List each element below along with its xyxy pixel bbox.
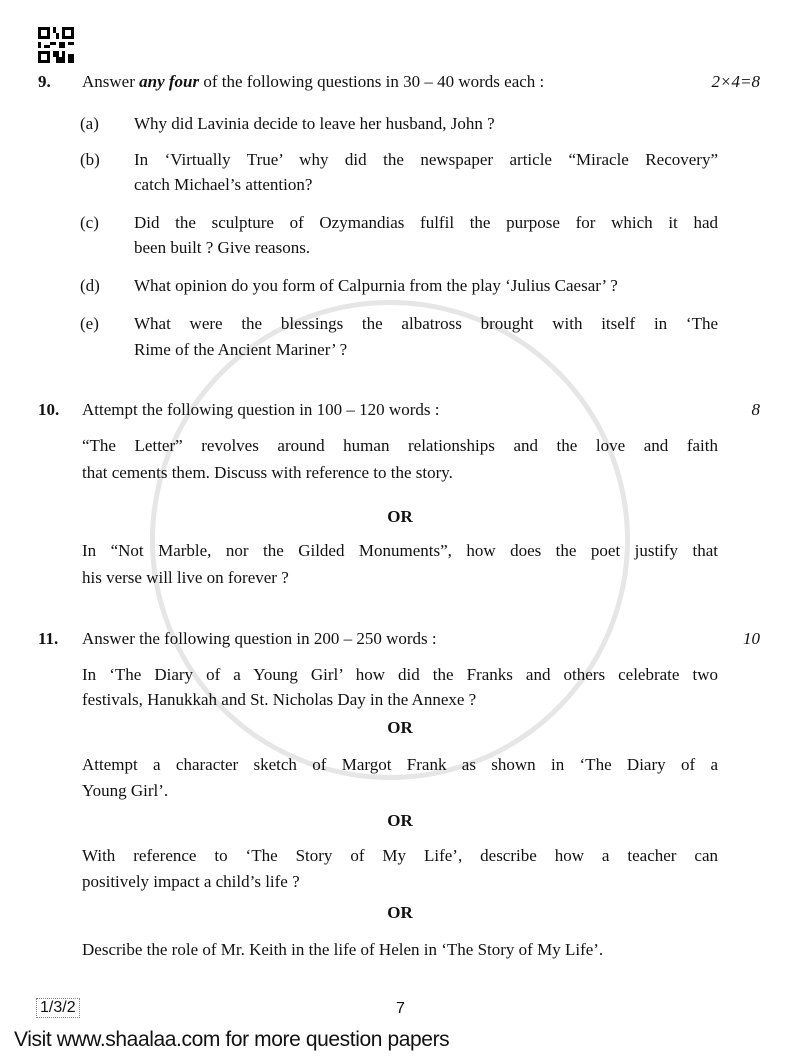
or-divider: OR [387,903,413,922]
question-marks: 2×4=8 [711,72,760,91]
question-number: 9. [38,72,51,91]
option-text: With reference to ‘The Story of My Life’, describe how a teacher can [82,846,718,865]
or-divider: OR [387,507,413,526]
item-label: (c) [80,213,99,232]
question-instruction: Attempt the following question in 100 – 120 words : [82,400,440,419]
or-divider: OR [387,811,413,830]
option-text: festivals, Hanukkah and St. Nicholas Day in the Annexe ? [82,690,477,709]
or-divider: OR [387,718,413,737]
visit-banner[interactable]: Visit www.shaalaa.com for more question papers [14,1028,450,1051]
option-text: “The Letter” revolves around human relationships and the love and faith [82,436,718,455]
item-label: (d) [80,276,100,295]
question-number: 10. [38,400,60,419]
item-text: been built ? Give reasons. [134,238,311,257]
option-text: Describe the role of Mr. Keith in the life of Helen in ‘The Story of My Life’. [82,940,604,959]
item-text: What were the blessings the albatross brought with itself in ‘The [134,314,718,333]
item-text: catch Michael’s attention? [134,175,313,194]
item-text: Rime of the Ancient Mariner’ ? [134,340,348,359]
option-text: In ‘The Diary of a Young Girl’ how did the Franks and others celebrate two [82,665,718,684]
item-text: Why did Lavinia decide to leave her husband, John ? [134,114,495,133]
item-text: In ‘Virtually True’ why did the newspaper article “Miracle Recovery” [134,150,718,169]
question-number: 11. [38,629,59,648]
option-text: that cements them. Discuss with reference to the story. [82,463,453,482]
item-label: (b) [80,150,100,169]
option-text: Young Girl’. [82,781,169,800]
option-text: Attempt a character sketch of Margot Frank as shown in ‘The Diary of a [82,755,718,774]
paper-code: 1/3/2 [36,998,80,1018]
question-instruction: Answer the following question in 200 – 250 words : [82,629,437,648]
item-label: (a) [80,114,99,133]
item-label: (e) [80,314,99,333]
page-number: 7 [396,1000,405,1017]
qr-code [38,27,74,63]
question-marks: 10 [743,629,760,648]
question-marks: 8 [751,400,760,419]
option-text: his verse will live on forever ? [82,568,289,587]
option-text: In “Not Marble, nor the Gilded Monuments”, how does the poet justify that [82,541,718,560]
question-instruction: Answer any four of the following questions in 30 – 40 words each : [82,72,545,91]
option-text: positively impact a child’s life ? [82,872,300,891]
item-text: What opinion do you form of Calpurnia from the play ‘Julius Caesar’ ? [134,276,618,295]
item-text: Did the sculpture of Ozymandias fulfil the purpose for which it had [134,213,718,232]
